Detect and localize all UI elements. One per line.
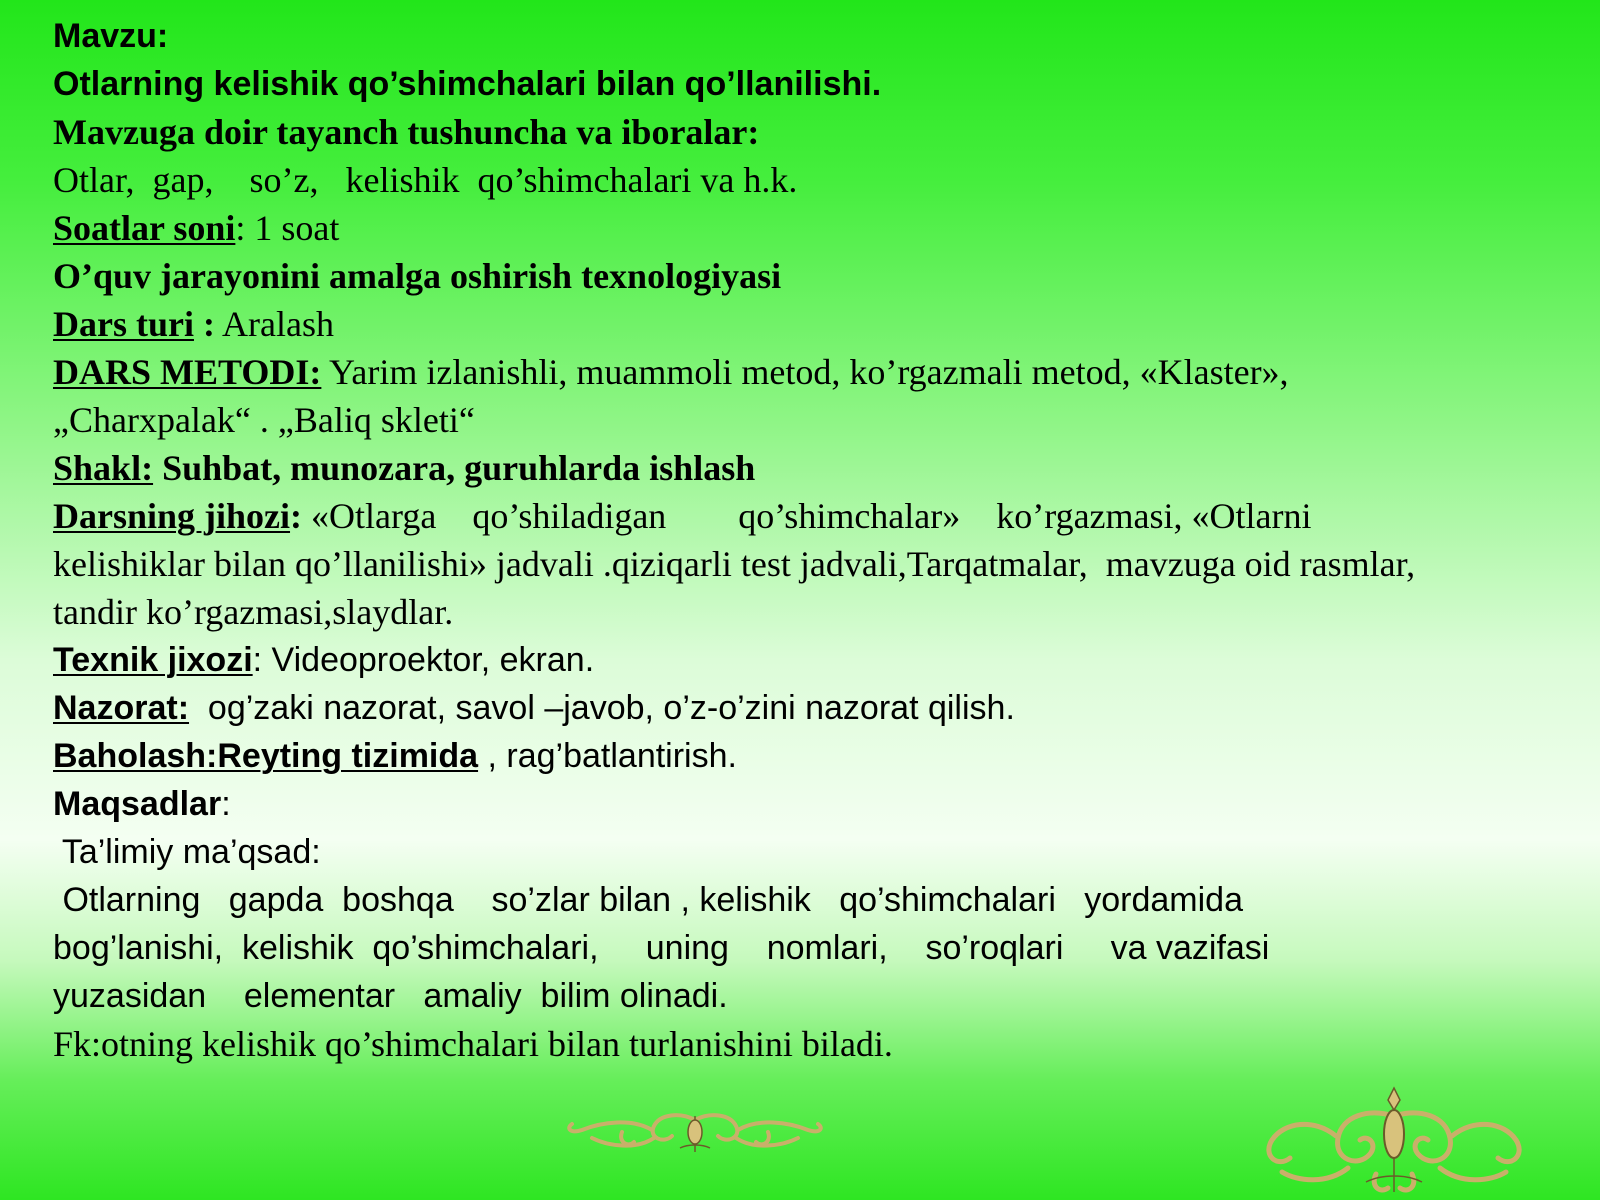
control-label: Nazorat: [53,689,190,727]
equipment-line1: «Otlarga qo’shiladigan qo’shimchalar» ko’rgazmasi, «Otlarni [302,496,1312,536]
fleur-ornament-icon [1258,1086,1530,1196]
technical-label: Texnik jixozi [53,641,253,679]
technology-heading: O’quv jarayonini amalga oshirish texnologiyasi [53,256,782,296]
equipment-line3: tandir ko’rgazmasi,slaydlar. [53,592,454,632]
lesson-type-row [53,300,1583,348]
hours-row [53,204,1583,252]
control-row [53,684,1583,732]
assessment-label: Baholash:Reyting tizimida [53,737,479,775]
form-value: Suhbat, munozara, guruhlarda ishlash [153,448,756,488]
method-row [53,348,1583,396]
technical-row [53,636,1583,684]
topic-title: Otlarning kelishik qo’shimchalari bilan qo’llanilishi. [53,65,882,103]
hours-label: Soatlar soni [53,208,236,248]
goal-line-3: yuzasidan elementar amaliy bilim olinadi. [53,977,728,1015]
hours-value: : 1 soat [235,208,340,248]
goal-line-2: bog’lanishi, kelishik qo’shimchalari, uning nomlari, so’roqlari va vazifasi [53,929,1270,967]
topic-label: Mavzu: [53,17,169,55]
equipment-line2: kelishiklar bilan qo’llanilishi» jadvali .qiziqarli test jadvali,Tarqatmalar, mavzuga oid rasmlar, [53,544,1416,584]
equipment-colon: : [290,496,303,536]
lesson-type-colon: : [193,304,215,344]
goal-line-1: Otlarning gapda boshqa so’zlar bilan , kelishik qo’shimchalari yordamida [53,881,1243,919]
control-value: og’zaki nazorat, savol –javob, o’z-o’zini nazorat qilish. [189,689,1015,727]
method-value: Yarim izlanishli, muammoli metod, ko’rgazmali metod, «Klaster», [321,352,1289,392]
method-continuation: „Charxpalak“ . „Baliq skleti“ [53,400,475,440]
lesson-plan [53,12,1583,1068]
form-row [53,444,1583,492]
assessment-row [53,732,1583,780]
fk-line: Fk:otning kelishik qo’shimchalari bilan turlanishini biladi. [53,1024,893,1064]
assessment-value: , rag’batlantirish. [478,737,737,775]
form-label: Shakl: [53,448,154,488]
scroll-ornament-icon [562,1108,828,1158]
lesson-type-value: Aralash [214,304,334,344]
method-label: DARS METODI: [53,352,322,392]
key-concepts-heading: Mavzuga doir tayanch tushuncha va iboralar: [53,112,760,152]
goals-colon: : [221,785,231,823]
equipment-label: Darsning jihozi [53,496,291,536]
goals-label: Maqsadlar [53,785,222,823]
key-concepts: Otlar, gap, so’z, kelishik qo’shimchalari va h.k. [53,160,798,200]
educational-goal-label: Ta’limiy ma’qsad: [53,833,321,871]
equipment-row [53,492,1583,540]
lesson-type-label: Dars turi [53,304,194,344]
technical-value: : Videoproektor, ekran. [252,641,595,679]
goals-row [53,780,1583,828]
